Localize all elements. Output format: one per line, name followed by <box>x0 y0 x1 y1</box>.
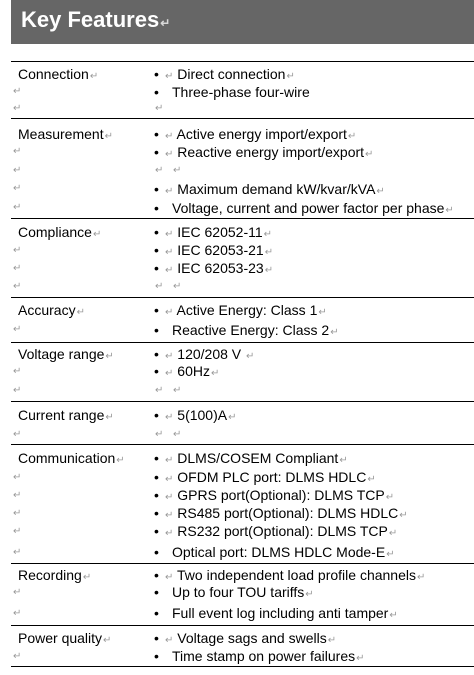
list-item: • ↵ OFDM PLC port: DLMS HDLC↵ <box>154 469 376 485</box>
list-item: • Voltage, current and power factor per phase↵ <box>154 200 454 216</box>
list-item: • ↵ RS485 port(Optional): DLMS HDLC↵ <box>154 505 408 521</box>
section-label: Recording↵ <box>18 567 92 583</box>
list-item: • Full event log including anti tamper↵ <box>154 605 398 621</box>
list-item: • ↵ 120/208 V ↵ <box>154 346 255 362</box>
section-label: Voltage range↵ <box>18 346 114 362</box>
section-voltage-range: Voltage range↵ • ↵ 120/208 V ↵ • ↵ 60Hz↵ ↵ ↵ ↵ ↵ <box>11 342 474 401</box>
list-item: • ↵ Two independent load profile channels↵ <box>154 567 426 583</box>
section-accuracy: Accuracy↵ • ↵ Active Energy: Class 1↵ • Reactive Energy: Class 2↵ ↵ <box>11 297 474 342</box>
section-communication: Communication↵ • ↵ DLMS/COSEM Compliant↵ • ↵ OFDM PLC port: DLMS HDLC↵ ↵ • ↵ GPRS port(Optional): DLMS TCP↵ ↵ • ↵ RS485 port(Optional): DLMS HDLC↵ ↵ • ↵ RS232 port(Optional): DLMS TCP↵ ↵ • Optical port: DLMS HDLC Mode-E↵ ↵ <box>11 444 474 563</box>
section-label: Current range↵ <box>18 407 114 423</box>
list-item: • Reactive Energy: Class 2↵ <box>154 322 339 338</box>
section-connection: Connection↵ • ↵ Direct connection↵ • Three-phase four-wire ↵ ↵ ↵ <box>11 61 474 118</box>
section-label: Measurement↵ <box>18 126 113 142</box>
list-item: • Optical port: DLMS HDLC Mode-E↵ <box>154 544 395 560</box>
list-item: • ↵ Voltage sags and swells↵ <box>154 630 337 646</box>
list-item: • ↵ GPRS port(Optional): DLMS TCP↵ <box>154 487 395 503</box>
section-label: Compliance↵ <box>18 224 102 240</box>
list-item: • Time stamp on power failures↵ <box>154 648 365 664</box>
list-item: • ↵ IEC 62052-11↵ <box>154 224 273 240</box>
list-item: • ↵ IEC 62053-21↵ <box>154 242 274 258</box>
list-item: • ↵ Active energy import/export↵ <box>154 126 357 142</box>
list-item: • ↵ Reactive energy import/export↵ <box>154 144 374 160</box>
list-item: • ↵ DLMS/COSEM Compliant↵ <box>154 450 348 466</box>
section-current-range: Current range↵ • ↵ 5(100)A↵ ↵ ↵ ↵ <box>11 401 474 444</box>
list-item: • Up to four TOU tariffs↵ <box>154 584 314 600</box>
section-measurement: Measurement↵ • ↵ Active energy import/export↵ • ↵ Reactive energy import/export↵ ↵ ↵ ↵ ↵ • ↵ Maximum demand kW/kvar/kVA↵ ↵ • Voltage, current and power factor per phase↵ ↵ <box>11 118 474 218</box>
section-power-quality: Power quality↵ • ↵ Voltage sags and swells↵ • Time stamp on power failures↵ ↵ <box>11 625 474 667</box>
page-title: Key Features↵ <box>21 7 171 32</box>
section-label: Power quality↵ <box>18 630 112 646</box>
list-item: • ↵ Direct connection↵ <box>154 66 295 82</box>
section-recording: Recording↵ • ↵ Two independent load profile channels↵ • Up to four TOU tariffs↵ ↵ • Full event log including anti tamper↵ ↵ <box>11 563 474 625</box>
section-compliance: Compliance↵ • ↵ IEC 62052-11↵ • ↵ IEC 62053-21↵ ↵ • ↵ IEC 62053-23↵ ↵ ↵ ↵ ↵ <box>11 218 474 297</box>
section-label: Accuracy↵ <box>18 302 85 318</box>
section-label: Communication↵ <box>18 450 125 466</box>
list-item: • Three-phase four-wire <box>154 84 310 100</box>
list-item: • ↵ RS232 port(Optional): DLMS TCP↵ <box>154 523 398 539</box>
list-item: • ↵ 60Hz↵ <box>154 363 220 379</box>
section-label: Connection↵ <box>18 66 99 82</box>
list-item: • ↵ 5(100)A↵ <box>154 407 237 423</box>
list-item: • ↵ Active Energy: Class 1↵ <box>154 302 327 318</box>
header-bar <box>11 0 474 44</box>
list-item: • ↵ Maximum demand kW/kvar/kVA↵ <box>154 181 385 197</box>
list-item: • ↵ IEC 62053-23↵ <box>154 260 274 276</box>
